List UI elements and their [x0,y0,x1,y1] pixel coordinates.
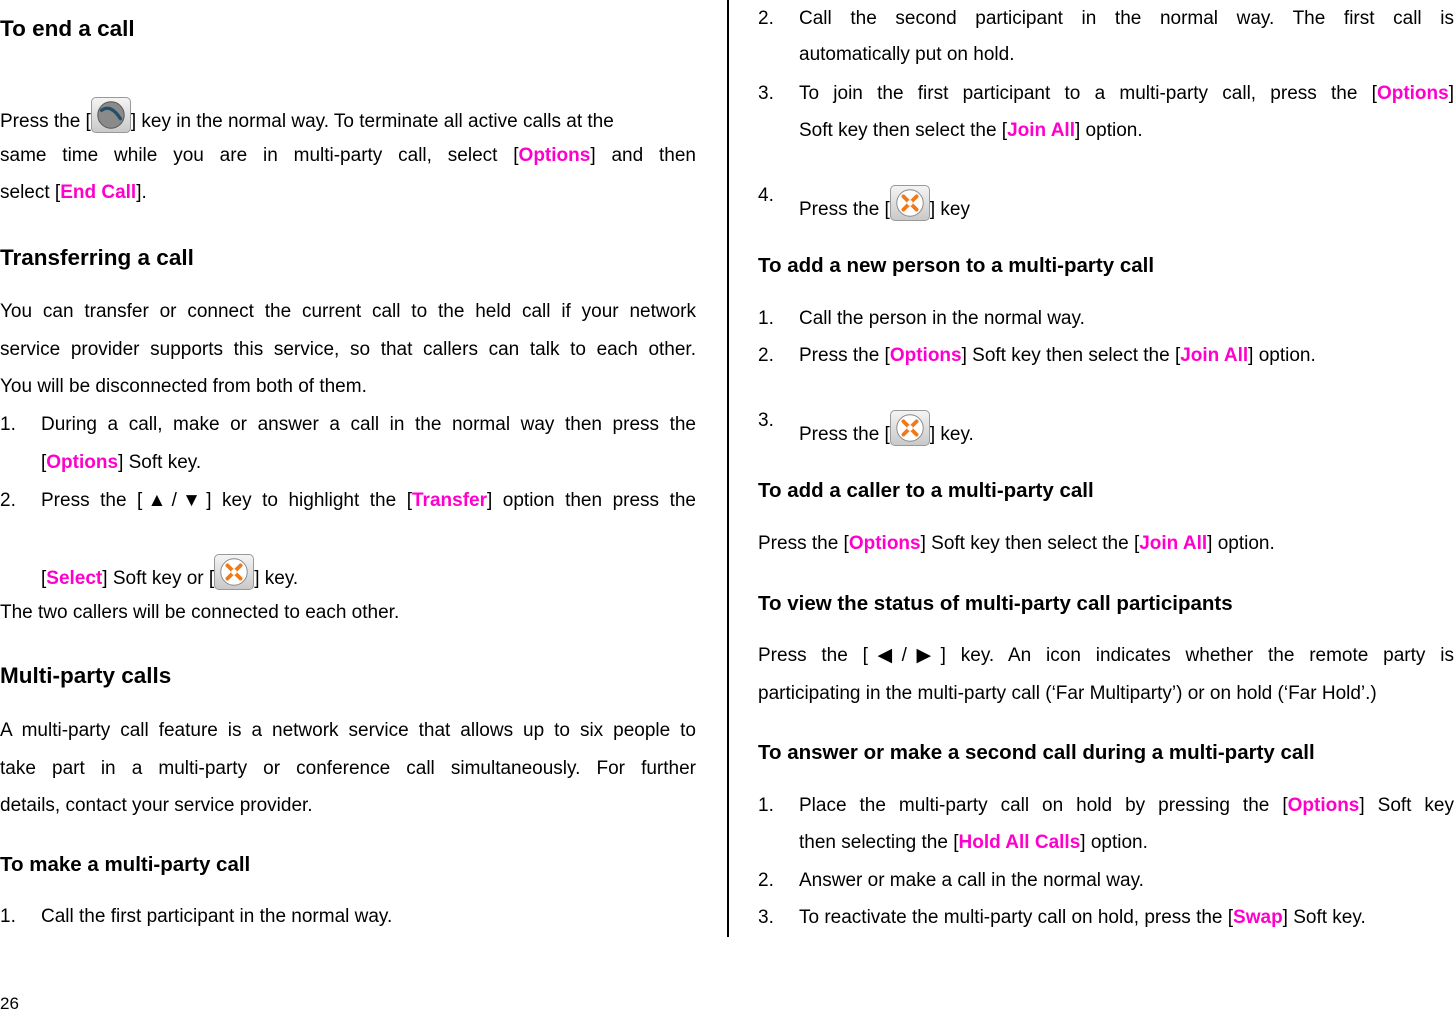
ok-center-key-icon [890,410,930,446]
hold-all-calls-option-label: Hold All Calls [958,832,1081,853]
make-step-2: 2. Call the second participant in the normal way. The first call is automatically put on hold. [758,8,1454,65]
column-divider [727,0,729,937]
swap-key-label: Swap [1233,907,1283,928]
add-person-step-2: 2. Press the [Options] Soft key then select the [Join All] option. [758,345,1316,366]
transfer-option-label: Transfer [412,490,487,511]
end-call-line-1: Press the [ ] key in the normal way. To terminate all active calls at the [0,97,696,133]
status-line-1: Press the [◀/▶] key. An icon indicates whether the remote party is [758,645,1454,666]
second-call-step-1: 1. Place the multi-party call on hold by pressing the [Options] Soft key then selecting the [Hold All Calls] option. [758,795,1454,853]
ok-center-key-icon [214,554,254,590]
heading-second-call: To answer or make a second call during a multi-party call [758,741,1315,764]
options-key-label: Options [518,145,591,166]
heading-multi-party-calls: Multi-party calls [0,663,172,688]
end-call-line-3: select [End Call]. [0,182,147,203]
heading-view-status: To view the status of multi-party call participants [758,592,1233,615]
end-call-option-label: End Call [60,182,137,203]
options-key-label: Options [1287,795,1360,816]
heading-make-multi-party-call: To make a multi-party call [0,853,251,876]
end-call-key-icon [91,97,131,133]
transfer-step-1: 1. During a call, make or answer a call in the normal way then press the [Options] Soft key. [0,414,696,473]
transfer-result: The two callers will be connected to each other. [0,602,400,623]
second-call-step-2: 2. Answer or make a call in the normal way. [758,870,1144,891]
join-all-option-label: Join All [1007,120,1075,141]
options-key-label: Options [889,345,962,366]
add-caller-line: Press the [Options] Soft key then select the [Join All] option. [758,533,1275,554]
page-number: 26 [0,994,19,1013]
transfer-para-line-1: You can transfer or connect the current call to the held call if your network [0,301,696,322]
select-key-label: Select [46,568,103,589]
second-call-step-3: 3. To reactivate the multi-party call on hold, press the [Swap] Soft key. [758,907,1366,928]
make-step-1: 1. Call the first participant in the normal way. [0,906,393,927]
options-key-label: Options [46,452,119,473]
status-line-2: participating in the multi-party call (‘Far Multiparty’) or on hold (‘Far Hold’.) [758,683,1377,704]
transfer-para-line-3: You will be disconnected from both of them. [0,376,367,397]
multiparty-para-line-1: A multi-party call feature is a network service that allows up to six people to [0,720,696,741]
heading-transferring: Transferring a call [0,245,194,270]
make-step-4: 4. Press the [ ] key [758,185,970,220]
transfer-step-2: 2. Press the [▲/▼] key to highlight the [Transfer] option then press the [Select] Soft key or [ ] key. [0,490,696,589]
options-key-label: Options [848,533,921,554]
options-key-label: Options [1376,83,1449,104]
ok-center-key-icon [890,185,930,221]
transfer-para-line-2: service provider supports this service, so that callers can talk to each other. [0,339,696,360]
end-call-line-2: same time while you are in multi-party call, select [Options] and then [0,145,696,166]
heading-end-call: To end a call [0,16,135,41]
make-step-3: 3. To join the first participant to a multi-party call, press the [Options] Soft key then select the [Join All] option. [758,83,1454,141]
heading-add-caller: To add a caller to a multi-party call [758,479,1094,502]
add-person-step-1: 1. Call the person in the normal way. [758,308,1085,329]
left-right-arrows-icon: ◀/▶ [867,645,941,666]
add-person-step-3: 3. Press the [ ] key. [758,410,974,445]
multiparty-para-line-2: take part in a multi-party or conference call simultaneously. For further [0,758,696,779]
multiparty-para-line-3: details, contact your service provider. [0,795,313,816]
join-all-option-label: Join All [1180,345,1249,366]
join-all-option-label: Join All [1139,533,1208,554]
up-down-arrows-icon: ▲/▼ [142,490,207,511]
heading-add-new-person: To add a new person to a multi-party call [758,254,1155,277]
